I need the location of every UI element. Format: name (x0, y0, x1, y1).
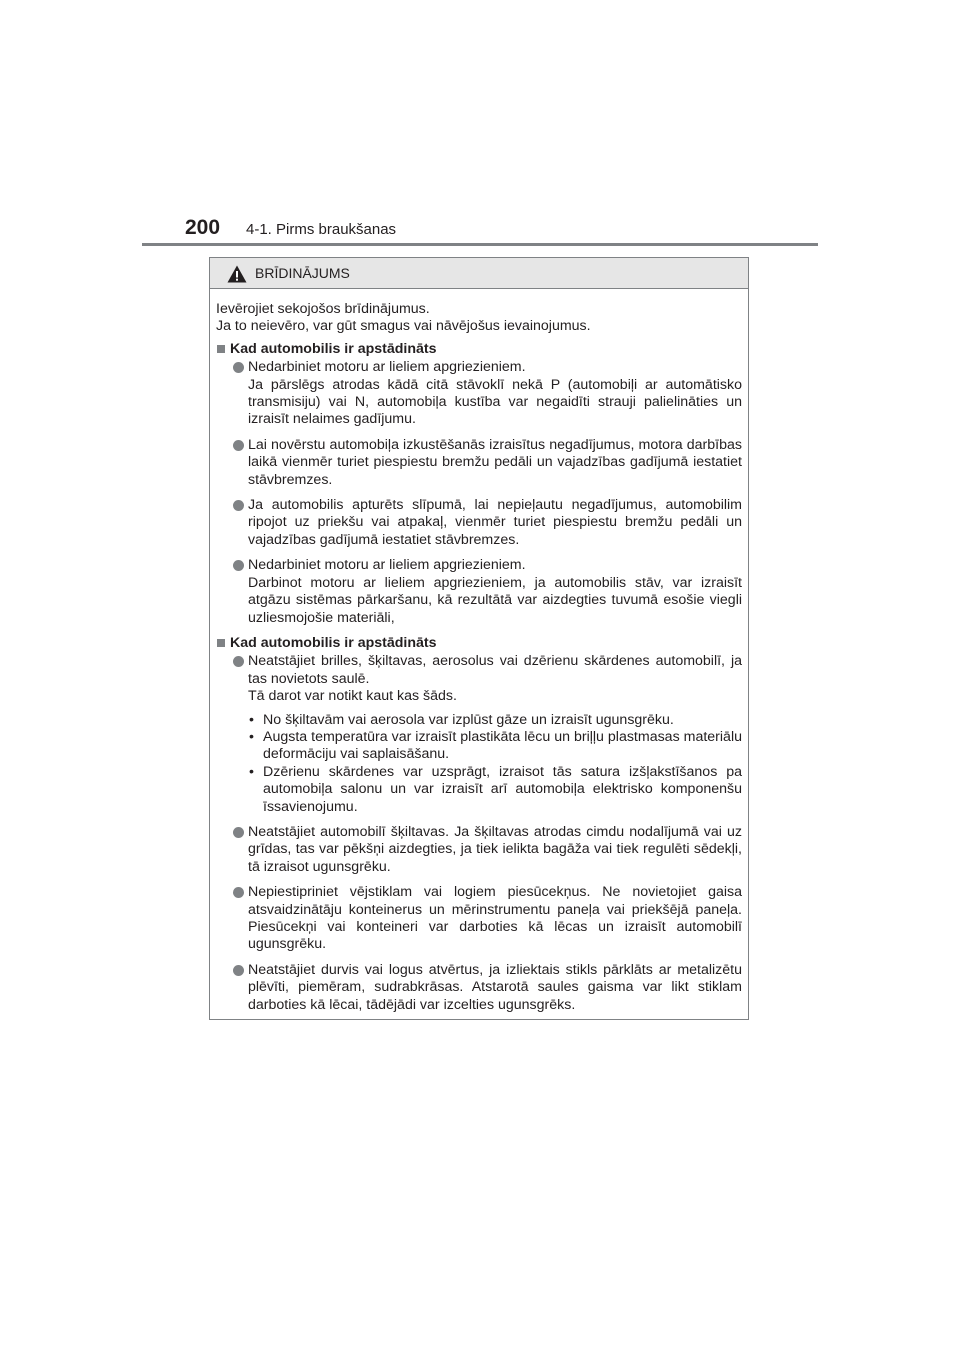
circle-bullet-icon (233, 965, 244, 976)
circle-bullet-icon (233, 656, 244, 667)
warning-header (210, 258, 748, 289)
sub-item-text: Dzērienu skārdenes var uzsprāgt, izraisot tās satura izšļakstīšanos pa automobiļa salonu un var izraisīt arī automobiļa elektrisko komponenšu īssavienojumu. (263, 763, 742, 815)
item-text: Neatstājiet durvis vai logus atvērtus, ja izliektais stikls pārklāts ar metalizētu plēvīti, piemēram, sudrabkrāsas. Atstarotā saules gaisma var likt stiklam darboties kā lēcai, tādējādi var izcelties ugunsgrēks. (248, 961, 742, 1013)
item-text: Lai novērstu automobiļa izkustēšanās izraisītus negadījumus, motora darbības laikā vienmēr turiet piespiestu bremžu pedāli un vajadzības gadījumā iestatiet stāvbremzes. (248, 436, 742, 488)
header-rule (142, 243, 818, 246)
item-text: Darbinot motoru ar lieliem apgriezieniem, ja automobilis stāv, var izraisīt atgāzu sistēmas pārkaršanu, kā rezultātā var aizdegties tuvumā esošie viegli uzliesmojošie materiāli, (248, 574, 742, 626)
item-text: Nepiestipriniet vējstiklam vai logiem piesūcekņus. Ne novietojiet gaisa atsvaidzinātāju konteinerus un mērinstrumentu paneļa vai priekšējā paneļa. Piesūcekņi vai konteineri var darboties kā lēcas un izraisīt automobilī ugunsgrēku. (248, 884, 742, 953)
section-heading-text: Kad automobilis ir apstādināts (230, 634, 437, 651)
sub-list-item (248, 712, 742, 729)
dot-bullet-icon: • (249, 728, 254, 745)
list-item (216, 359, 742, 429)
list-item (216, 437, 742, 489)
square-bullet-icon (217, 639, 225, 647)
warning-triangle-icon (227, 265, 247, 283)
circle-bullet-icon (233, 827, 244, 838)
circle-bullet-icon (233, 500, 244, 511)
dot-bullet-icon: • (249, 711, 254, 728)
section-heading (216, 635, 742, 652)
circle-bullet-icon (233, 560, 244, 571)
dot-bullet-icon: • (249, 763, 254, 780)
item-text: Ja automobilis apturēts slīpumā, lai nepieļautu negadījumus, automobilim ripojot uz priekšu vai atpakaļ, vienmēr turiet piespiestu bremžu pedāli un vajadzības gadījumā iestatiet stāvbremzes. (248, 497, 742, 548)
list-item (216, 557, 742, 627)
circle-bullet-icon (233, 362, 244, 373)
sub-item-text: No šķiltavām vai aerosola var izplūst gāze un izraisīt ugunsgrēku. (263, 711, 674, 728)
warning-title: BRĪDINĀJUMS (255, 265, 350, 281)
circle-bullet-icon (233, 887, 244, 898)
item-text: Neatstājiet automobilī šķiltavas. Ja šķiltavas atrodas cimdu nodalījumā vai uz grīdas, tas var pēkšņi aizdegties, ja tiek ielikta bagāža vai tiek regulēti sēdekļi, tā izraisot ugunsgrēku. (248, 823, 742, 875)
warning-box (209, 257, 749, 1020)
section-heading-text: Kad automobilis ir apstādināts (230, 340, 437, 357)
list-item (216, 653, 742, 816)
section-title: 4-1. Pirms braukšanas (246, 221, 397, 238)
item-text: Nedarbiniet motoru ar lieliem apgriezieniem. (248, 557, 526, 574)
list-item (216, 884, 742, 954)
item-text: Ja pārslēgs atrodas kādā citā stāvoklī nekā P (automobiļi ar automātisko transmisiju) vai N, automobiļa kustība var negaidīti strauji palielināties un izraisīt nelaimes gadījumu. (248, 376, 742, 428)
warning-body (210, 289, 748, 1014)
list-item (216, 824, 742, 876)
square-bullet-icon (217, 345, 225, 353)
list-item (216, 497, 742, 549)
section-heading (216, 341, 742, 358)
sub-list-item (248, 729, 742, 764)
warning-section (216, 635, 742, 1014)
intro-line: Ja to neievēro, var gūt smagus vai nāvējošus ievainojumus. (216, 318, 591, 335)
list-item (216, 962, 742, 1014)
item-text: Neatstājiet brilles, šķiltavas, aerosolus vai dzērienu skārdenes automobilī, ja tas novietots saulē. (248, 653, 742, 687)
item-text: Nedarbiniet motoru ar lieliem apgriezieniem. (248, 359, 526, 376)
warning-section (216, 341, 742, 627)
intro-line: Ievērojiet sekojošos brīdinājumus. (216, 301, 430, 317)
sub-list-item (248, 764, 742, 816)
sub-item-text: Augsta temperatūra var izraisīt plastikāta lēcu un briļļu plastmasas materiālu deformāciju vai saplaisāšanu. (263, 728, 742, 763)
sub-list (248, 712, 742, 816)
item-text: Tā darot var notikt kaut kas šāds. (248, 688, 457, 705)
circle-bullet-icon (233, 440, 244, 451)
page-number: 200 (185, 216, 221, 239)
